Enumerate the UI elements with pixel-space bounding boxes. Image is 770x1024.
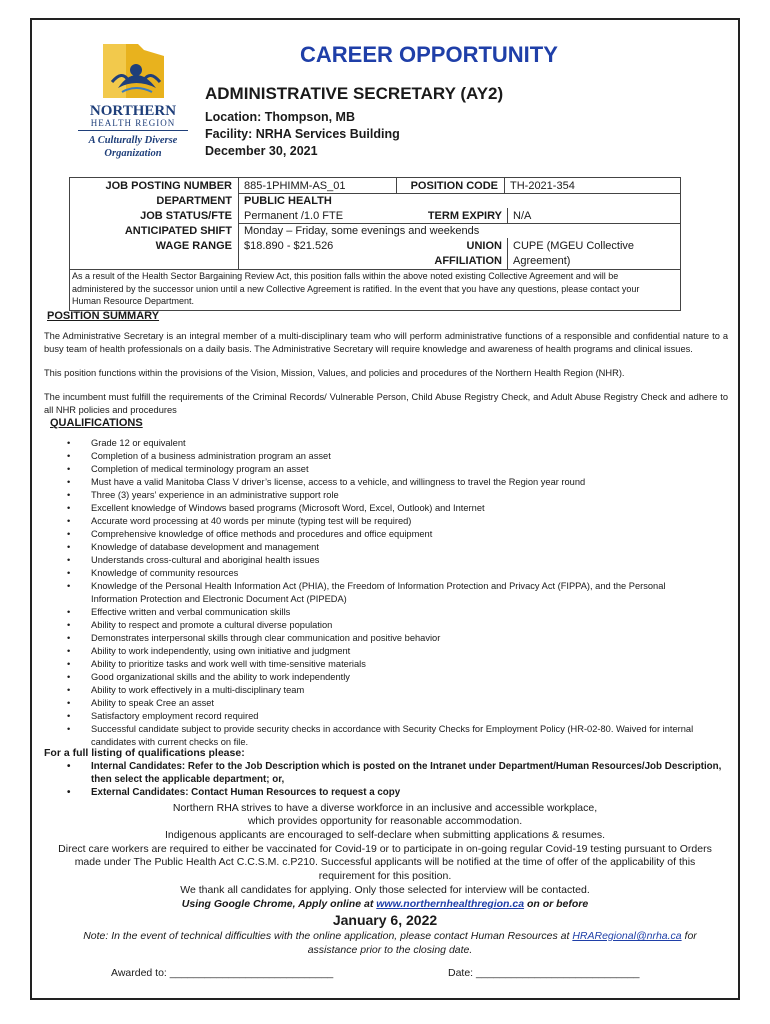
thank-you-line: We thank all candidates for applying. Only those selected for interview will be contacted. (180, 884, 590, 896)
bullet-icon: • (67, 477, 71, 487)
term-expiry-value: N/A (513, 210, 532, 222)
bullet-icon: • (67, 724, 71, 734)
qualification-item (62, 476, 712, 489)
qualification-item-text: Accurate word processing at 40 words per minute (typing test will be required) (91, 516, 412, 526)
qualification-item (62, 437, 712, 450)
qualification-item-text: Demonstrates interpersonal skills through clear communication and positive behavior (91, 633, 441, 643)
qualification-item-text: Grade 12 or equivalent (91, 438, 186, 448)
candidate-instruction-item (62, 786, 722, 799)
covid-statement: Direct care workers are required to either be vaccinated for Covid-19 or to participate in on-going regular Covid-19 testing pursuant to Orders made under The Public Health Act C.C.S.M. c.P210. Successful applicants will be notified at the time of offer of the applicability of this requirement for this position. (58, 843, 712, 882)
shift-label: ANTICIPATED SHIFT (124, 225, 232, 237)
summary-heading: POSITION SUMMARY (47, 310, 160, 322)
qualification-item (62, 697, 712, 710)
northern-health-region-logo-icon (98, 40, 168, 102)
qualification-item (62, 632, 712, 645)
closing-line: which provides opportunity for reasonable accommodation. (247, 815, 523, 828)
union-label: UNION (466, 240, 502, 252)
union-value-cont: Agreement) (513, 255, 571, 267)
posting-date: December 30, 2021 (205, 144, 318, 158)
full-listing-title: For a full listing of qualifications please: (44, 747, 245, 759)
shift-value: Monday – Friday, some evenings and weekends (244, 225, 480, 237)
bullet-icon: • (67, 568, 71, 578)
qualification-item-text: Three (3) years’ experience in an administrative support role (91, 490, 339, 500)
logo-org-sub: HEALTH REGION (78, 118, 188, 131)
closing-line: Northern RHA strives to have a diverse workforce in an inclusive and accessible workplace, (172, 802, 598, 814)
bullet-icon: • (67, 761, 71, 772)
awarded-to-field: Awarded to: ____________________________ (111, 967, 334, 979)
facility: Facility: NRHA Services Building (205, 127, 400, 141)
bullet-icon: • (67, 503, 71, 513)
qualification-item (62, 489, 712, 502)
summary-paragraph-3: The incumbent must fulfill the requirements of the Criminal Records/ Vulnerable Person, Child Abuse Registry Check, and Adult Abuse Registry Check and adhere to all NHR policies and procedures (44, 392, 728, 415)
union-value: CUPE (MGEU Collective (513, 240, 635, 252)
qualification-item (62, 645, 712, 658)
bullet-icon: • (67, 620, 71, 630)
qualification-item-text: Successful candidate subject to provide security checks in accordance with Security Checks for Employment Policy (HR-02-80. Waived for internal candidates with current checks on file. (91, 724, 694, 747)
qualification-item-text: Effective written and verbal communication skills (91, 607, 291, 617)
bullet-icon: • (67, 787, 71, 798)
apply-link[interactable]: www.northernhealthregion.ca (376, 898, 525, 910)
qualification-item-text: Knowledge of community resources (91, 568, 239, 578)
qualification-item (62, 580, 712, 606)
bullet-icon: • (67, 516, 71, 526)
posting-meta (205, 109, 400, 160)
bullet-icon: • (67, 464, 71, 474)
bullet-icon: • (67, 685, 71, 695)
qualification-item (62, 723, 712, 749)
bullet-icon: • (67, 529, 71, 539)
bullet-icon: • (67, 646, 71, 656)
qualification-item-text: Comprehensive knowledge of office methods and procedures and office equipment (91, 529, 433, 539)
qualification-item-text: Understands cross-cultural and aboriginal health issues (91, 555, 320, 565)
bullet-icon: • (67, 633, 71, 643)
bullet-icon: • (67, 438, 71, 448)
qualifications-heading: QUALIFICATIONS (50, 417, 143, 429)
qualification-item (62, 502, 712, 515)
page-title: CAREER OPPORTUNITY (300, 42, 558, 67)
hr-email-link[interactable]: HRARegional@nrha.ca (572, 930, 682, 942)
department-value: PUBLIC HEALTH (244, 195, 332, 207)
department-label: DEPARTMENT (156, 195, 232, 207)
job-posting-value: 885-1PHIMM-AS_01 (244, 180, 346, 192)
qualification-item-text: Satisfactory employment record required (91, 711, 259, 721)
qualification-item-text: Ability to speak Cree an asset (91, 698, 214, 708)
job-info-table (69, 177, 681, 311)
qualification-item-text: Completion of medical terminology program an asset (91, 464, 309, 474)
bullet-icon: • (67, 581, 71, 591)
job-status-value: Permanent /1.0 FTE (244, 210, 344, 222)
summary-paragraph-2: This position functions within the provisions of the Vision, Mission, Values, and policies and procedures of the Northern Health Region (NHR). (44, 368, 625, 378)
job-status-label: JOB STATUS/FTE (140, 210, 232, 222)
qualification-item-text: Completion of a business administration program an asset (91, 451, 331, 461)
candidate-instructions (62, 760, 722, 799)
qualification-item (62, 658, 712, 671)
qualification-item (62, 671, 712, 684)
qualification-item (62, 710, 712, 723)
qualification-item (62, 684, 712, 697)
position-code-label: POSITION CODE (410, 180, 498, 192)
note-prefix: Note: In the event of technical difficulties with the online application, please contact Human Resources at (83, 930, 573, 942)
date-field: Date: ____________________________ (448, 967, 640, 979)
bullet-icon: • (67, 607, 71, 617)
qualification-item-text: Ability to prioritize tasks and work well with time-sensitive materials (91, 659, 366, 669)
qualification-item-text: Must have a valid Manitoba Class V driver’s license, access to a vehicle, and willingness to travel the Region year round (91, 477, 586, 487)
bullet-icon: • (67, 451, 71, 461)
qualification-item (62, 567, 712, 580)
logo-org-name: NORTHERN (89, 103, 177, 119)
bargaining-notice: As a result of the Health Sector Bargaining Review Act, this position falls within the above noted existing Collective Agreement and will be administered by the successor union until a new Collective Agreement is ratified. In the event that you have any questions, please contact your Human Resource Department. (72, 271, 640, 306)
apply-prefix: Using Google Chrome, Apply online at (181, 898, 377, 910)
qualification-item-text: Ability to work independently, using own initiative and judgment (91, 646, 351, 656)
wage-value: $18.890 - $21.526 (244, 240, 334, 252)
qualification-item-text: Knowledge of the Personal Health Information Act (PHIA), the Freedom of Information Protection and Privacy Act (FIPPA), and the Personal Information Protection and Electronic Document Act (PIPEDA) (91, 581, 666, 604)
summary-paragraph-1: The Administrative Secretary is an integral member of a multi-disciplinary team who will perform administrative functions of a responsible and confidential nature to a busy team of health professionals on a daily basis. The Administrative Secretary will require knowledge and awareness of health programs and clinical issues. (44, 331, 728, 354)
location: Location: Thompson, MB (205, 110, 355, 124)
closing-line: Indigenous applicants are encouraged to self-declare when submitting applications & resumes. (164, 828, 606, 841)
candidate-instruction-item-text: External Candidates: Contact Human Resources to request a copy (91, 787, 401, 798)
bullet-icon: • (67, 659, 71, 669)
bullet-icon: • (67, 672, 71, 682)
qualification-item-text: Knowledge of database development and management (91, 542, 319, 552)
qualification-item-text: Ability to work effectively in a multi-disciplinary team (91, 685, 305, 695)
position-code-value: TH-2021-354 (510, 180, 575, 192)
qualification-item-text: Good organizational skills and the ability to work independently (91, 672, 350, 682)
candidate-instruction-item (62, 760, 722, 786)
qualification-item-text: Ability to respect and promote a cultural diverse population (91, 620, 333, 630)
qualification-item (62, 515, 712, 528)
qualification-item (62, 541, 712, 554)
bullet-icon: • (67, 542, 71, 552)
qualifications-list (62, 437, 712, 749)
apply-instructions (40, 898, 730, 910)
logo-tagline: A Culturally Diverse Organization (88, 135, 178, 159)
qualification-item (62, 450, 712, 463)
bullet-icon: • (67, 698, 71, 708)
note-suffix: for assistance prior to the closing date. (307, 930, 697, 956)
bullet-icon: • (67, 711, 71, 721)
technical-note (80, 929, 700, 957)
bullet-icon: • (67, 490, 71, 500)
diversity-statement (40, 802, 730, 842)
affiliation-label: AFFILIATION (434, 255, 502, 267)
qualification-item (62, 606, 712, 619)
bullet-icon: • (67, 555, 71, 565)
position-title: ADMINISTRATIVE SECRETARY (AY2) (205, 84, 504, 103)
qualification-item-text: Excellent knowledge of Windows based programs (Microsoft Word, Excel, Outlook) and Internet (91, 503, 485, 513)
apply-suffix: on or before (524, 898, 589, 910)
closing-date: January 6, 2022 (332, 912, 438, 928)
qualification-item (62, 528, 712, 541)
qualification-item (62, 619, 712, 632)
qualification-item (62, 463, 712, 476)
logo (78, 40, 188, 160)
qualification-item (62, 554, 712, 567)
candidate-instruction-item-text: Internal Candidates: Refer to the Job Description which is posted on the Intranet under Department/Human Resources/Job Description, then select the applicable department; or, (91, 761, 722, 785)
term-expiry-label: TERM EXPIRY (427, 210, 502, 222)
job-posting-label: JOB POSTING NUMBER (105, 180, 232, 192)
wage-label: WAGE RANGE (155, 240, 232, 252)
